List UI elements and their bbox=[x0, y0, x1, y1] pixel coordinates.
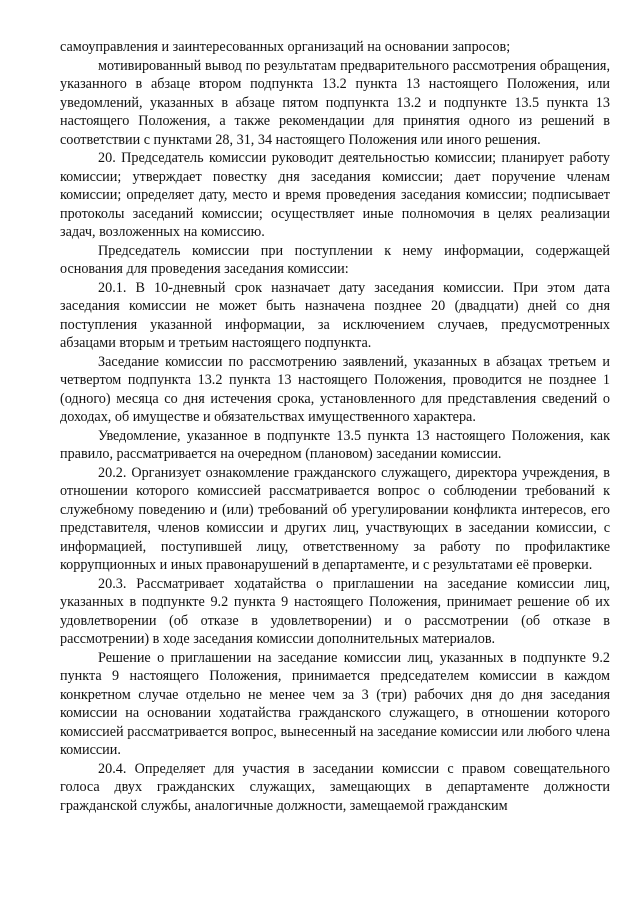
paragraph-continuation: самоуправления и заинтересованных организаций на основании запросов; bbox=[60, 39, 511, 55]
paragraph-20: 20. Председатель комиссии руководит деятельностью комиссии; планирует работу комиссии; утверждает повестку дня заседания комиссии; дает поручение членам комиссии; определяет дату, место и время проведения заседания комиссии; подписывает протоколы заседаний комиссии; осуществляет иные полномочия в целях реализации задач, возложенных на комиссию. bbox=[60, 150, 610, 240]
paragraph-notification: Уведомление, указанное в подпункте 13.5 пункта 13 настоящего Положения, как правило, рассматривается на очередном (плановом) заседании комиссии. bbox=[60, 427, 610, 462]
paragraph-meeting-applications: Заседание комиссии по рассмотрению заявлений, указанных в абзацах третьем и четвертом подпункта 13.2 пункта 13 настоящего Положения, проводится не позднее 1 (одного) месяца со дня истечения срока, установленного для представления сведений о доходах, об имуществе и обязательствах имущественного характера. bbox=[60, 353, 610, 425]
paragraph-motivated-conclusion: мотивированный вывод по результатам предварительного рассмотрения обращения, указанного в абзаце втором подпункта 13.2 пункта 13 настоящего Положения, или уведомлений, указанных в абзаце пятом подпункта 13.2 и подпункте 13.5 пункта 13 настоящего Положения, а также рекомендации для принятия одного из решений в соответствии с пунктами 28, 31, 34 настоящего Положения или иного решения. bbox=[60, 57, 610, 148]
paragraph-20-2: 20.2. Организует ознакомление гражданского служащего, директора учреждения, в отношении которого комиссией рассматривается вопрос о соблюдении требований к служебному поведению и (или) требований об урегулировании конфликта интересов, его представителя, членов комиссии и других лиц, участвующих в заседании комиссии, с информацией, поступившей лицу, ответственному за работу по профилактике коррупционных и иных правонарушений в департаменте, и с результатами её проверки. bbox=[60, 464, 610, 573]
paragraph-chairman-info: Председатель комиссии при поступлении к нему информации, содержащей основания для проведения заседания комиссии: bbox=[60, 242, 610, 277]
paragraph-20-4: 20.4. Определяет для участия в заседании комиссии с правом совещательного голоса двух гражданских служащих, замещающих в департаменте должности гражданской службы, аналогичные должности, замещаемой гражданским bbox=[60, 760, 610, 814]
paragraph-20-3: 20.3. Рассматривает ходатайства о приглашении на заседание комиссии лиц, указанных в подпункте 9.2 пункта 9 настоящего Положения, принимает решение об их удовлетворении (об отказе в удовлетворении) и о рассмотрении (об отказе в рассмотрении) в ходе заседания комиссии дополнительных материалов. bbox=[60, 575, 610, 647]
document-page bbox=[60, 38, 610, 815]
paragraph-20-1: 20.1. В 10-дневный срок назначает дату заседания комиссии. При этом дата заседания комиссии не может быть назначена позднее 20 (двадцати) дней со дня поступления указанной информации, за исключением случаев, предусмотренных абзацами вторым и третьим настоящего подпункта. bbox=[60, 279, 610, 351]
paragraph-invitation-decision: Решение о приглашении на заседание комиссии лиц, указанных в подпункте 9.2 пункта 9 настоящего Положения, принимается председателем комиссии в каждом конкретном случае отдельно не менее чем за 3 (три) рабочих дня до дня заседания комиссии на основании ходатайства гражданского служащего, в отношении которого комиссией рассматривается вопрос, вынесенный на заседание комиссии или любого члена комиссии. bbox=[60, 649, 610, 758]
